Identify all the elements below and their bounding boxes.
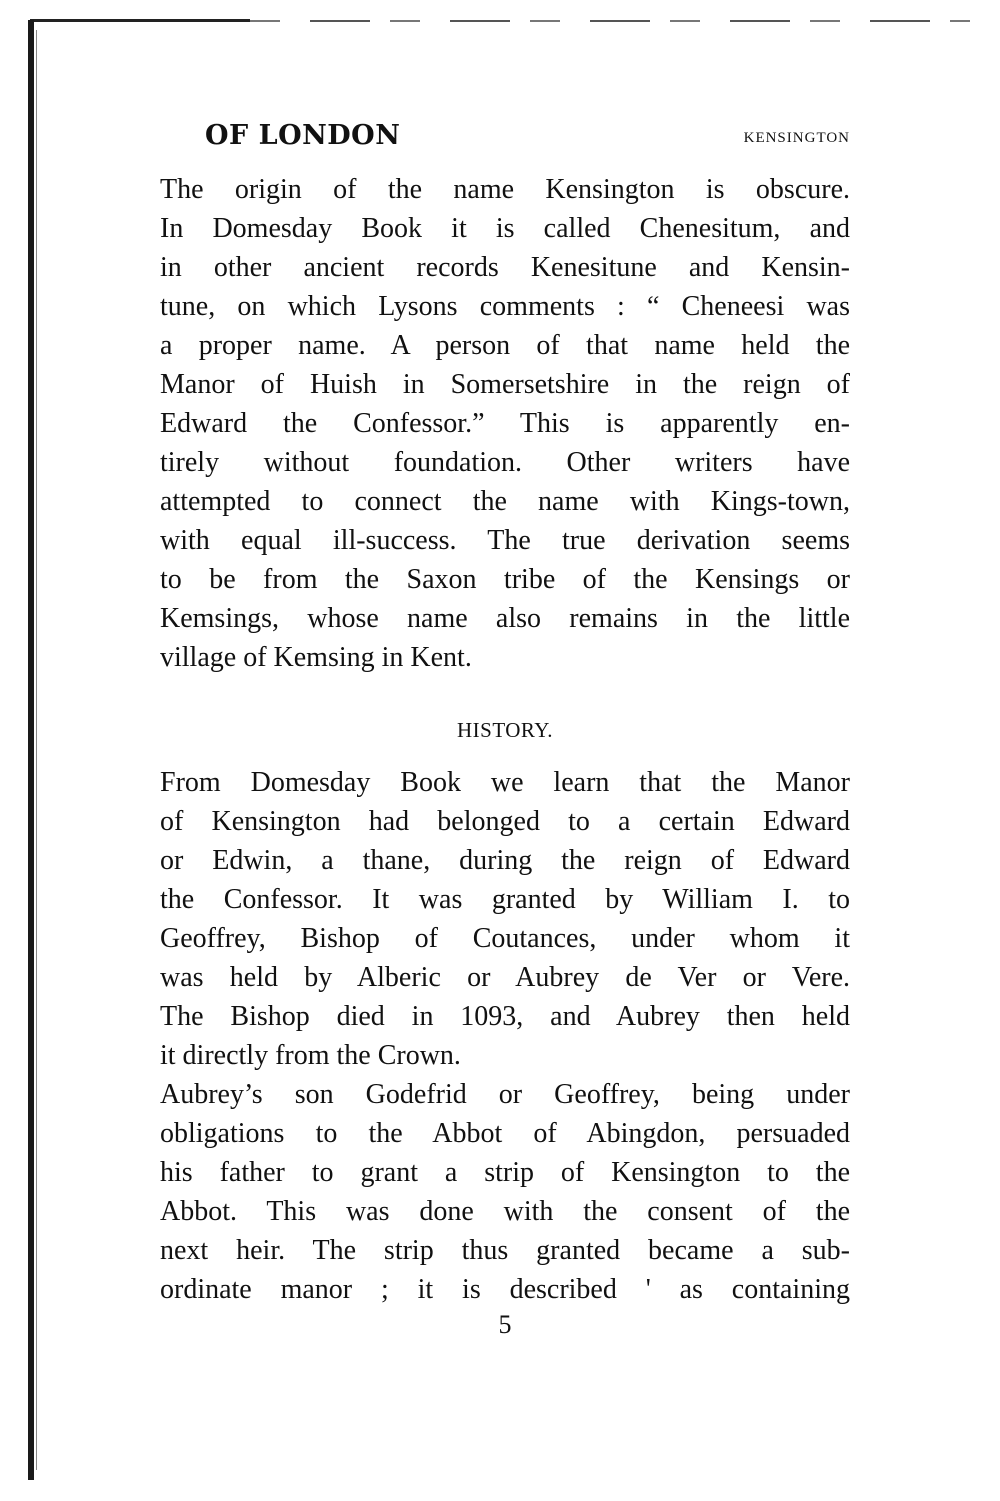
text-line: From Domesday Book we learn that the Manor	[160, 767, 850, 798]
text-line: his father to grant a strip of Kensington to the	[160, 1157, 850, 1188]
scan-top-edge-solid	[30, 19, 250, 22]
text-line: obligations to the Abbot of Abingdon, persuaded	[160, 1118, 850, 1149]
text-line: to be from the Saxon tribe of the Kensings or	[160, 564, 850, 595]
paragraph-aubrey	[160, 1075, 850, 1309]
text-line: Abbot. This was done with the consent of the	[160, 1196, 850, 1227]
running-head-title: OF LONDON	[205, 120, 401, 151]
text-line: the Confessor. It was granted by William I. to	[160, 884, 850, 915]
text-line: of Kensington had belonged to a certain Edward	[160, 806, 850, 837]
text-line: Geoffrey, Bishop of Coutances, under whom it	[160, 923, 850, 954]
text-line: Kemsings, whose name also remains in the little	[160, 603, 850, 634]
scan-binding-edge	[28, 20, 34, 1480]
running-head-section: KENSINGTON	[743, 130, 850, 146]
text-line: with equal ill-success. The true derivation seems	[160, 525, 850, 556]
text-line: or Edwin, a thane, during the reign of Edward	[160, 845, 850, 876]
paragraph-origin	[160, 170, 850, 677]
text-line: it directly from the Crown.	[160, 1040, 461, 1071]
text-line: was held by Alberic or Aubrey de Ver or Vere.	[160, 962, 850, 993]
text-line: tune, on which Lysons comments : “ Cheneesi was	[160, 291, 850, 322]
scan-binding-shadow	[36, 30, 37, 1470]
text-line: in other ancient records Kenesitune and Kensin-	[160, 252, 850, 283]
text-line: tirely without foundation. Other writers have	[160, 447, 850, 478]
text-line: Edward the Confessor.” This is apparently en-	[160, 408, 850, 439]
text-line: a proper name. A person of that name held the	[160, 330, 850, 361]
section-heading: HISTORY.	[456, 718, 553, 742]
paragraph-domesday	[160, 763, 850, 1075]
text-line: In Domesday Book it is called Chenesitum, and	[160, 213, 850, 244]
text-line: Manor of Huish in Somersetshire in the reign of	[160, 369, 850, 400]
text-line: next heir. The strip thus granted became a sub-	[160, 1235, 850, 1266]
page-number: 5	[498, 1310, 512, 1339]
text-line: The Bishop died in 1093, and Aubrey then held	[160, 1001, 850, 1032]
text-line: ordinate manor ; it is described ' as containing	[160, 1274, 850, 1305]
text-line: attempted to connect the name with Kings-town,	[160, 486, 850, 517]
text-line: Aubrey’s son Godefrid or Geoffrey, being under	[160, 1079, 850, 1110]
text-line: village of Kemsing in Kent.	[160, 642, 472, 673]
text-line: The origin of the name Kensington is obscure.	[160, 174, 850, 205]
running-head	[205, 120, 850, 156]
